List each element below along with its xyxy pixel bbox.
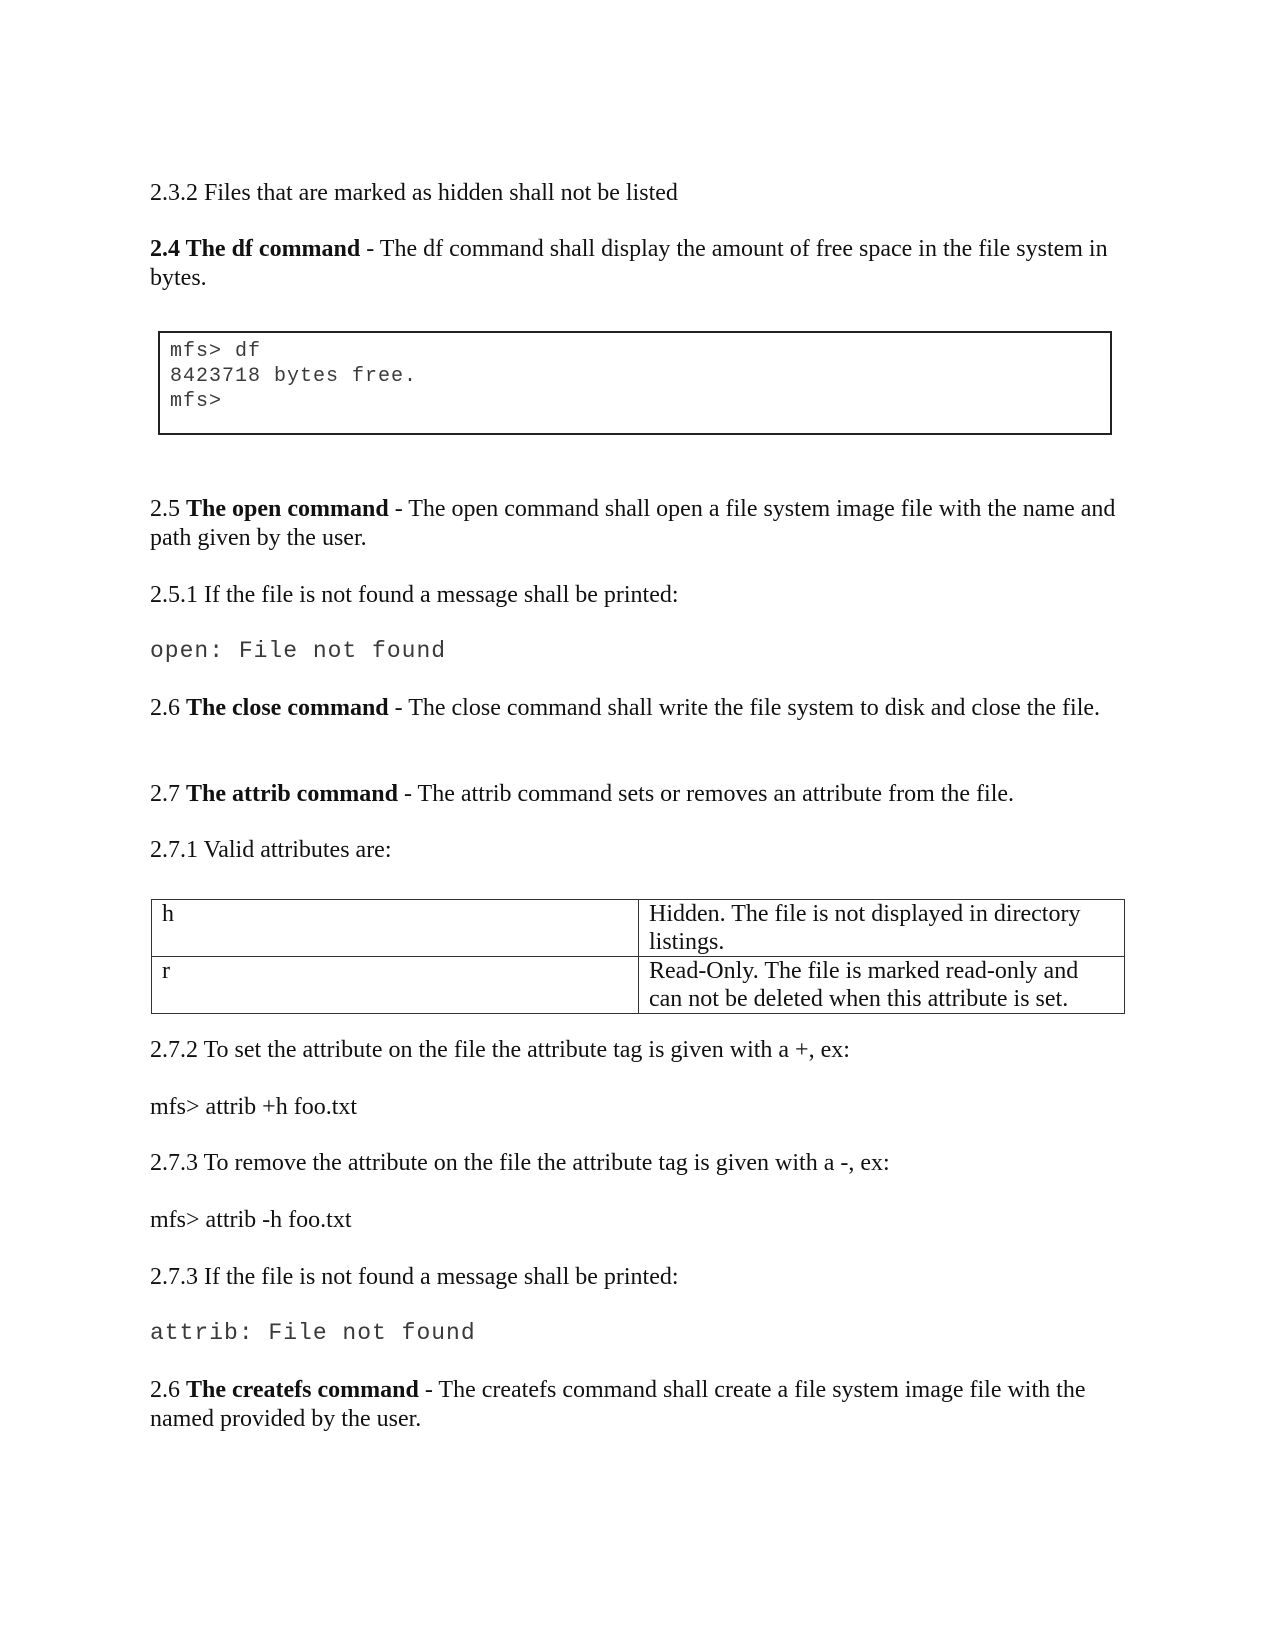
section-2-5-1: 2.5.1 If the file is not found a message shall be printed: bbox=[150, 582, 679, 608]
section-2-5-heading: The open command bbox=[186, 496, 389, 522]
open-error-message: open: File not found bbox=[150, 638, 447, 664]
attribute-key-cell: r bbox=[152, 957, 639, 1014]
section-2-7 bbox=[150, 780, 1130, 809]
section-2-5-number: 2.5 bbox=[150, 496, 186, 522]
section-2-7-heading: The attrib command bbox=[186, 781, 398, 807]
section-2-6b-number: 2.6 bbox=[150, 1377, 186, 1403]
table-row bbox=[152, 957, 1125, 1014]
section-2-6-createfs bbox=[150, 1376, 1130, 1434]
section-2-4 bbox=[150, 235, 1130, 293]
section-2-4-heading: 2.4 The df command bbox=[150, 236, 361, 262]
section-2-7-body: - The attrib command sets or removes an attribute from the file. bbox=[398, 781, 1015, 807]
attribute-description-cell: Read-Only. The file is marked read-only and can not be deleted when this attribute is set. bbox=[639, 957, 1125, 1014]
section-2-5 bbox=[150, 495, 1130, 553]
attrib-error-message: attrib: File not found bbox=[150, 1320, 476, 1346]
example-set-attribute: mfs> attrib +h foo.txt bbox=[150, 1094, 358, 1120]
console-line: 8423718 bytes free. bbox=[170, 365, 418, 388]
section-2-6b-heading: The createfs command bbox=[186, 1377, 419, 1403]
console-line: mfs> df bbox=[170, 340, 262, 363]
section-2-7-2: 2.7.2 To set the attribute on the file the attribute tag is given with a +, ex: bbox=[150, 1037, 850, 1063]
section-2-7-1: 2.7.1 Valid attributes are: bbox=[150, 837, 392, 863]
section-2-3-2: 2.3.2 Files that are marked as hidden shall not be listed bbox=[150, 180, 678, 206]
section-2-7-3-not-found: 2.7.3 If the file is not found a message shall be printed: bbox=[150, 1264, 679, 1290]
console-example-df bbox=[158, 331, 1112, 435]
attributes-table bbox=[151, 899, 1125, 1014]
section-2-6-close bbox=[150, 694, 1130, 723]
section-2-4-body: - The df command shall display the amount of free space in the file system in bytes. bbox=[150, 236, 1108, 291]
section-2-6-number: 2.6 bbox=[150, 695, 186, 721]
console-line: mfs> bbox=[170, 390, 223, 413]
section-2-6b-body: - The createfs command shall create a file system image file with the named provided by the user. bbox=[150, 1377, 1086, 1432]
section-2-5-body: - The open command shall open a file system image file with the name and path given by the user. bbox=[150, 496, 1116, 551]
attribute-key-cell: h bbox=[152, 900, 639, 957]
section-2-6-heading: The close command bbox=[186, 695, 389, 721]
attribute-description-cell: Hidden. The file is not displayed in directory listings. bbox=[639, 900, 1125, 957]
section-2-6-body: - The close command shall write the file system to disk and close the file. bbox=[388, 695, 1101, 721]
section-2-7-number: 2.7 bbox=[150, 781, 186, 807]
example-remove-attribute: mfs> attrib -h foo.txt bbox=[150, 1207, 352, 1233]
section-2-7-3-remove: 2.7.3 To remove the attribute on the file the attribute tag is given with a -, ex: bbox=[150, 1150, 890, 1176]
table-row bbox=[152, 900, 1125, 957]
